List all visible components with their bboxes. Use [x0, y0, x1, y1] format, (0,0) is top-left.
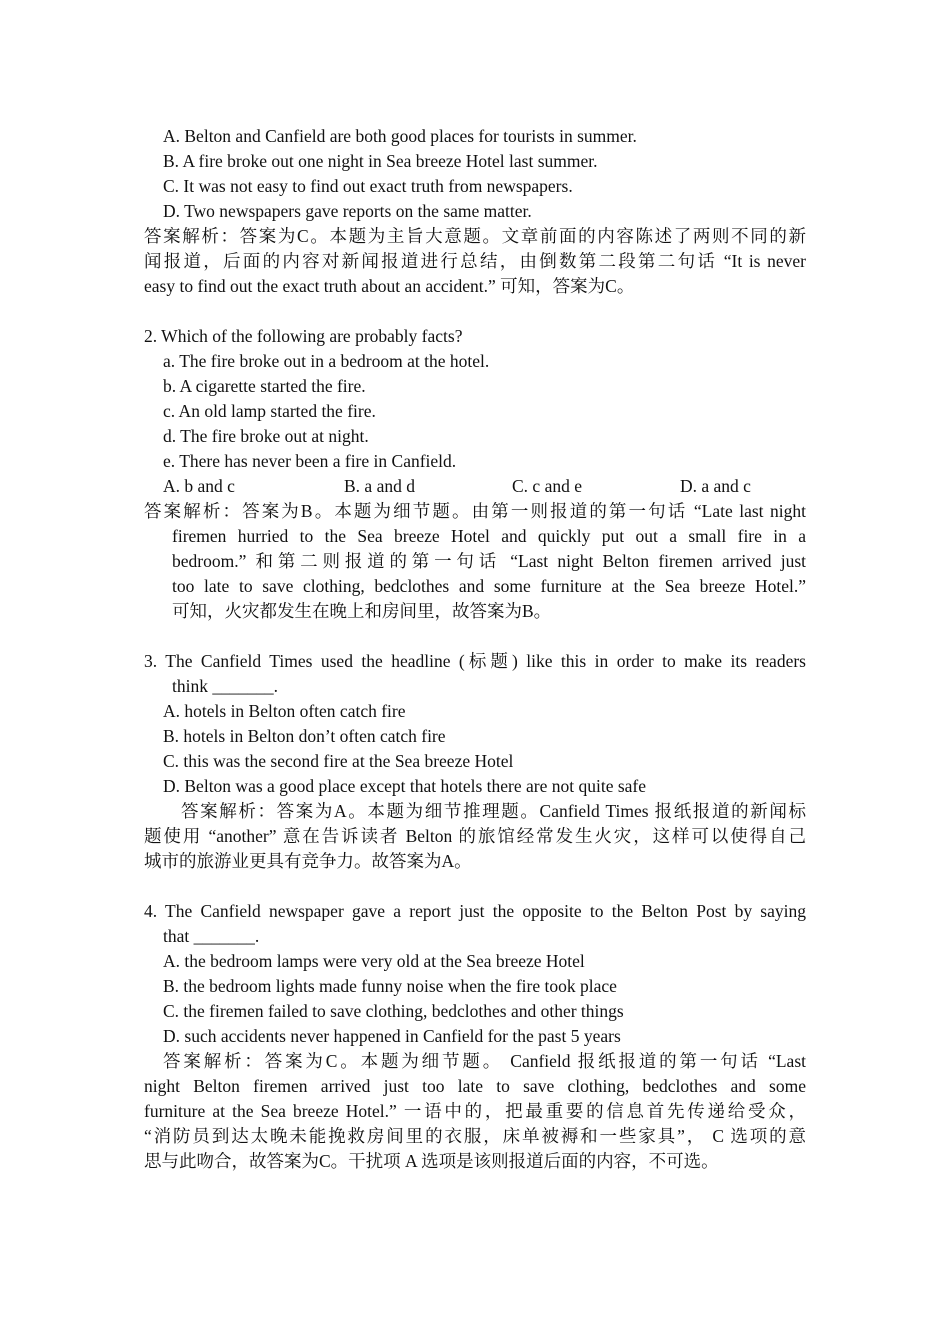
q2-statement-b: b. A cigarette started the fire. — [163, 376, 366, 396]
q1-option-c: C. It was not easy to find out exact truth from newspapers. — [163, 176, 573, 196]
q2-analysis-line: 答案解析：答案为B。本题为细节题。由第一则报道的第一句话 “Late last night — [144, 501, 806, 521]
q4-question-cont: that _______. — [163, 926, 260, 946]
q2-statement-a: a. The fire broke out in a bedroom at the hotel. — [163, 351, 490, 371]
q2-choices — [144, 474, 806, 499]
question-4-block — [144, 899, 806, 1174]
q4-analysis-line: 思与此吻合，故答案为C。干扰项 A 选项是该则报道后面的内容，不可选。 — [144, 1151, 719, 1171]
q3-option-d: D. Belton was a good place except that hotels there are not quite safe — [163, 776, 647, 796]
q2-statement-e: e. There has never been a fire in Canfield. — [163, 451, 457, 471]
question-3-block — [144, 649, 806, 874]
q2-question: 2. Which of the following are probably facts? — [144, 326, 463, 346]
q4-option-a: A. the bedroom lamps were very old at the Sea breeze Hotel — [163, 951, 585, 971]
q4-option-d: D. such accidents never happened in Canfield for the past 5 years — [163, 1026, 621, 1046]
q3-question-cont: think _______. — [172, 676, 278, 696]
q3-question: 3. The Canfield Times used the headline (标题) like this in order to make its readers — [144, 651, 806, 671]
q2-analysis-line: firemen hurried to the Sea breeze Hotel and quickly put out a small fire in a — [172, 526, 806, 546]
q2-analysis-line: too late to save clothing, bedclothes and some furniture at the Sea breeze Hotel.” — [172, 576, 806, 596]
q4-analysis-line: 答案解析：答案为C。本题为细节题。 Canfield 报纸报道的第一句话 “Last — [163, 1051, 806, 1071]
q2-analysis-line: bedroom.” 和第二则报道的第一句话 “Last night Belton firemen arrived just — [172, 551, 806, 571]
q1-option-a: A. Belton and Canfield are both good places for tourists in summer. — [163, 126, 637, 146]
q2-choice-c: C. c and e — [512, 476, 582, 496]
q1-analysis-line: 答案解析：答案为C。本题为主旨大意题。文章前面的内容陈述了两则不同的新 — [144, 226, 806, 246]
q4-option-b: B. the bedroom lights made funny noise when the fire took place — [163, 976, 617, 996]
q2-statement-c: c. An old lamp started the fire. — [163, 401, 376, 421]
q3-option-c: C. this was the second fire at the Sea breeze Hotel — [163, 751, 514, 771]
q2-choice-a: A. b and c — [163, 476, 235, 496]
q2-analysis-line: 可知，火灾都发生在晚上和房间里，故答案为B。 — [172, 601, 552, 621]
q3-analysis-line: 城市的旅游业更具有竞争力。故答案为A。 — [144, 851, 472, 871]
question-1-block — [144, 124, 806, 299]
q3-analysis-line: 答案解析：答案为A。本题为细节推理题。Canfield Times 报纸报道的新闻标 — [181, 801, 806, 821]
q2-choice-d: D. a and c — [680, 476, 751, 496]
q1-option-b: B. A fire broke out one night in Sea breeze Hotel last summer. — [163, 151, 598, 171]
q4-option-c: C. the firemen failed to save clothing, bedclothes and other things — [163, 1001, 624, 1021]
question-2-block — [144, 324, 806, 624]
q4-question: 4. The Canfield newspaper gave a report just the opposite to the Belton Post by saying — [144, 901, 806, 921]
q4-analysis-line: night Belton firemen arrived just too late to save clothing, bedclothes and some — [144, 1076, 806, 1096]
q4-analysis-line: “消防员到达太晚未能挽救房间里的衣服，床单被褥和一些家具”， C 选项的意 — [144, 1126, 806, 1146]
document-page — [144, 124, 806, 1174]
q1-analysis-line: easy to find out the exact truth about an accident.” 可知，答案为C。 — [144, 276, 635, 296]
q4-analysis-line: furniture at the Sea breeze Hotel.” 一语中的，把最重要的信息首先传递给受众， — [144, 1101, 806, 1121]
q3-option-a: A. hotels in Belton often catch fire — [163, 701, 406, 721]
q2-statement-d: d. The fire broke out at night. — [163, 426, 369, 446]
q1-option-d: D. Two newspapers gave reports on the same matter. — [163, 201, 532, 221]
q1-analysis-line: 闻报道，后面的内容对新闻报道进行总结，由倒数第二段第二句话 “It is never — [144, 251, 806, 271]
q2-choice-b: B. a and d — [344, 476, 415, 496]
q3-analysis-line: 题使用 “another” 意在告诉读者 Belton 的旅馆经常发生火灾，这样可以使得自己 — [144, 826, 806, 846]
q3-option-b: B. hotels in Belton don’t often catch fire — [163, 726, 446, 746]
